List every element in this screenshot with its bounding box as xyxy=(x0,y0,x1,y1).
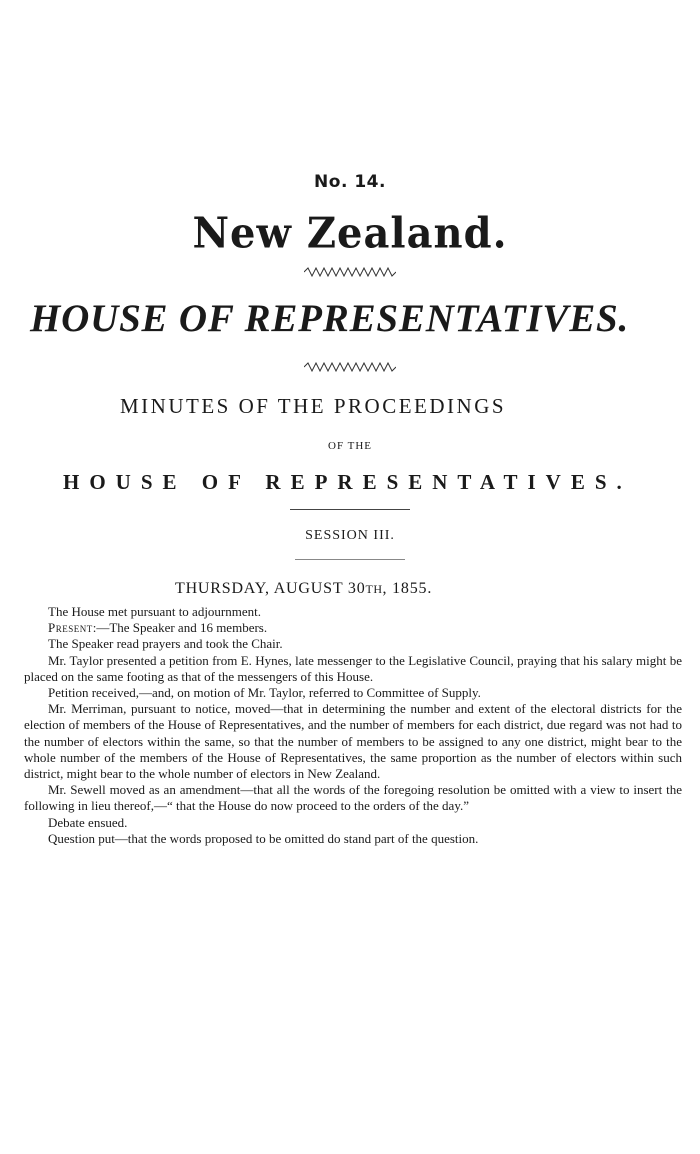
body-paragraph: Petition received,—and, on motion of Mr. Taylor, referred to Committee of Supply. xyxy=(48,685,481,701)
body-paragraph: Debate ensued. xyxy=(48,814,128,830)
minutes-body xyxy=(24,604,682,847)
session-label: SESSION III. xyxy=(305,528,395,543)
date-ordinal: TH xyxy=(365,582,383,596)
minutes-title: MINUTES OF THE PROCEEDINGS xyxy=(120,394,507,418)
present-label: Present xyxy=(48,620,93,636)
body-paragraph: Question put—that the words proposed to be omitted do stand part of the question. xyxy=(48,830,479,846)
wavy-rule-icon xyxy=(304,362,396,372)
ornament-top xyxy=(0,267,700,277)
body-paragraph xyxy=(24,620,682,636)
sitting-date xyxy=(175,580,432,598)
house-subtitle: HOUSE OF REPRESENTATIVES. xyxy=(63,470,632,494)
body-paragraph: Mr. Taylor presented a petition from E. Hynes, late messenger to the Legislative Council, praying that his salary might be placed on the same footing as that of the messengers of this House. xyxy=(24,652,682,684)
body-paragraph: Mr. Sewell moved as an amendment—that all the words of the foregoing resolution be omitted with a view to insert the following in lieu thereof,—“ that the House do now proceed to the orders of the day.” xyxy=(24,782,682,814)
ornament-middle xyxy=(0,362,700,372)
divider-rule xyxy=(290,509,410,510)
body-paragraph: The House met pursuant to adjournment. xyxy=(48,604,262,619)
document-number: No. 14. xyxy=(314,172,386,192)
house-heading: HOUSE OF REPRESENTATIVES. xyxy=(30,297,630,340)
date-year: , 1855. xyxy=(382,580,433,597)
of-the-label: OF THE xyxy=(328,440,372,452)
wavy-rule-icon xyxy=(304,267,396,277)
country-title: New Zealand. xyxy=(192,208,508,259)
divider-rule-lower xyxy=(295,559,405,560)
date-prefix: THURSDAY, AUGUST 30 xyxy=(175,580,366,597)
body-paragraph: Mr. Merriman, pursuant to notice, moved—that in determining the number and extent of the electoral districts for the election of members of the House of Representatives, and the number of members for each district, due regard was not had to the number of electors within the same, so that the number of members to be assigned to any one district, might bear to the whole number of the members of the House of Representatives, the same proportion as the number of electors within such district, might bear to the whole number of electors in New Zealand. xyxy=(24,701,682,782)
present-text: :—The Speaker and 16 members. xyxy=(92,620,268,636)
body-paragraph: The Speaker read prayers and took the Chair. xyxy=(48,636,283,652)
